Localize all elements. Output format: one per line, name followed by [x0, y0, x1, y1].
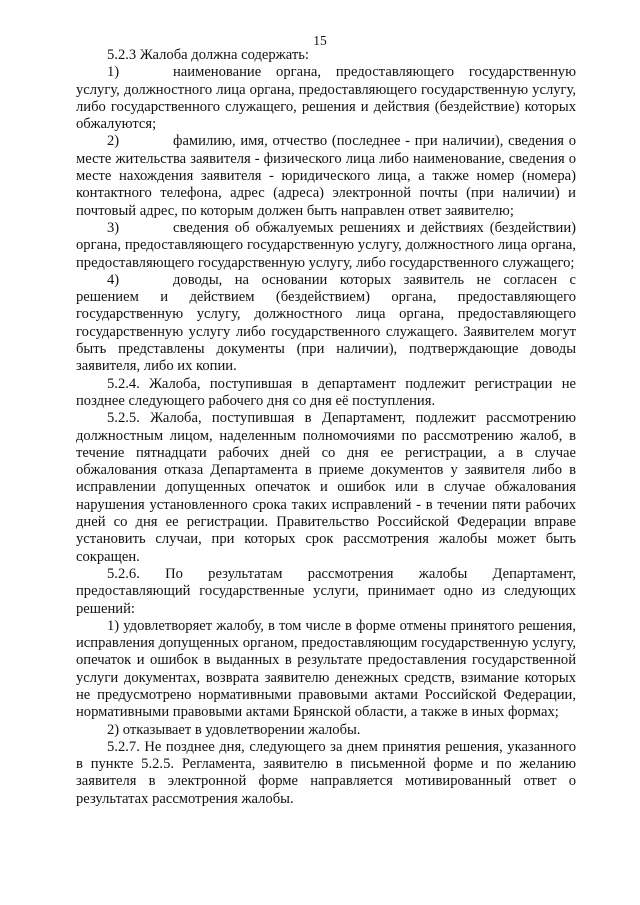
document-body — [76, 47, 576, 808]
paragraph-text: 5.2.7. Не позднее дня, следующего за днем принятия решения, указанного в пункте 5.2.5. Регламента, заявителю в письменной форме и по желанию заявителя в электронной форме направляется мотивированный ответ о результатах рассмотрения жалобы. — [76, 738, 576, 807]
paragraph-5-2-6 — [76, 566, 576, 618]
list-item-number: 2) — [107, 133, 120, 150]
paragraph-text: 5.2.6. По результатам рассмотрения жалобы Департамент, предоставляющий государственные услуги, принимает одно из следующих решений: — [76, 565, 576, 617]
decision-item-2 — [76, 722, 576, 739]
paragraph-text: 2) отказывает в удовлетворении жалобы. — [107, 721, 361, 738]
list-item-text: фамилию, имя, отчество (последнее - при наличии), сведения о месте жительства заявителя - физического лица либо наименование, сведения о месте нахождения заявителя - юридического лица, а также номер (номера) контактного телефона, адрес (адреса) электронной почты (при наличии) и почтовый адрес, по которым должен быть направлен ответ заявителю; — [76, 133, 576, 219]
list-item-text: доводы, на основании которых заявитель не согласен с решением и действием (бездействием) органа, предоставляющего государственную услугу, должностного лица органа, предоставляющего государственную услугу либо государственного служащего. Заявителем могут быть представлены документы (при наличии), подтверждающие доводы заявителя, либо их копии. — [76, 271, 576, 375]
list-item-text: сведения об обжалуемых решениях и действиях (бездействии) органа, предоставляющего государственную услугу, должностного лица органа, предоставляющего государственную услугу, либо государственного служащего; — [76, 219, 576, 271]
paragraph-5-2-5 — [76, 410, 576, 566]
paragraph-5-2-7 — [76, 739, 576, 808]
paragraph-text: 1) удовлетворяет жалобу, в том числе в форме отмены принятого решения, исправления допущенных органом, предоставляющим государственную услугу, опечаток и ошибок в выданных в результате предоставления государственной услуги документах, возврата заявителю денежных средств, взимание которых не предусмотрено нормативными правовыми актами Российской Федерации, нормативными правовыми актами Брянской области, а также в иных формах; — [76, 617, 576, 721]
paragraph-text: 5.2.3 Жалоба должна содержать: — [107, 47, 309, 63]
page-number: 15 — [313, 33, 327, 48]
decision-item-1 — [76, 618, 576, 722]
paragraph-text: 5.2.4. Жалоба, поступившая в департамент подлежит регистрации не позднее следующего рабочего дня со дня её поступления. — [76, 375, 576, 409]
list-item-number: 3) — [107, 219, 120, 236]
list-item-number: 4) — [107, 271, 120, 288]
list-item-3 — [76, 220, 576, 272]
list-item-2 — [76, 133, 576, 219]
paragraph-5-2-3-heading — [76, 47, 576, 64]
paragraph-5-2-4 — [76, 376, 576, 411]
list-item-4 — [76, 272, 576, 376]
list-item-1 — [76, 64, 576, 133]
list-item-text: наименование органа, предоставляющего государственную услугу, должностного лица органа, предоставляющего государственную услугу, либо государственного служащего, решения и действия (бездействие) которых обжалуются; — [76, 64, 576, 133]
paragraph-text: 5.2.5. Жалоба, поступившая в Департамент, подлежит рассмотрению должностным лицом, наделенным полномочиями по рассмотрению жалоб, в течение пятнадцати рабочих дней со дня ее регистрации, а в случае обжалования отказа Департамента в приеме документов у заявителя либо в исправлении допущенных опечаток и ошибок или в случае обжалования нарушения установленного срока таких исправлений - в течении пяти рабочих дней со дня ее регистрации. Правительство Российской Федерации вправе установить случаи, при которых срок рассмотрения жалобы может быть сокращен. — [76, 410, 576, 565]
list-item-number: 1) — [107, 64, 120, 81]
